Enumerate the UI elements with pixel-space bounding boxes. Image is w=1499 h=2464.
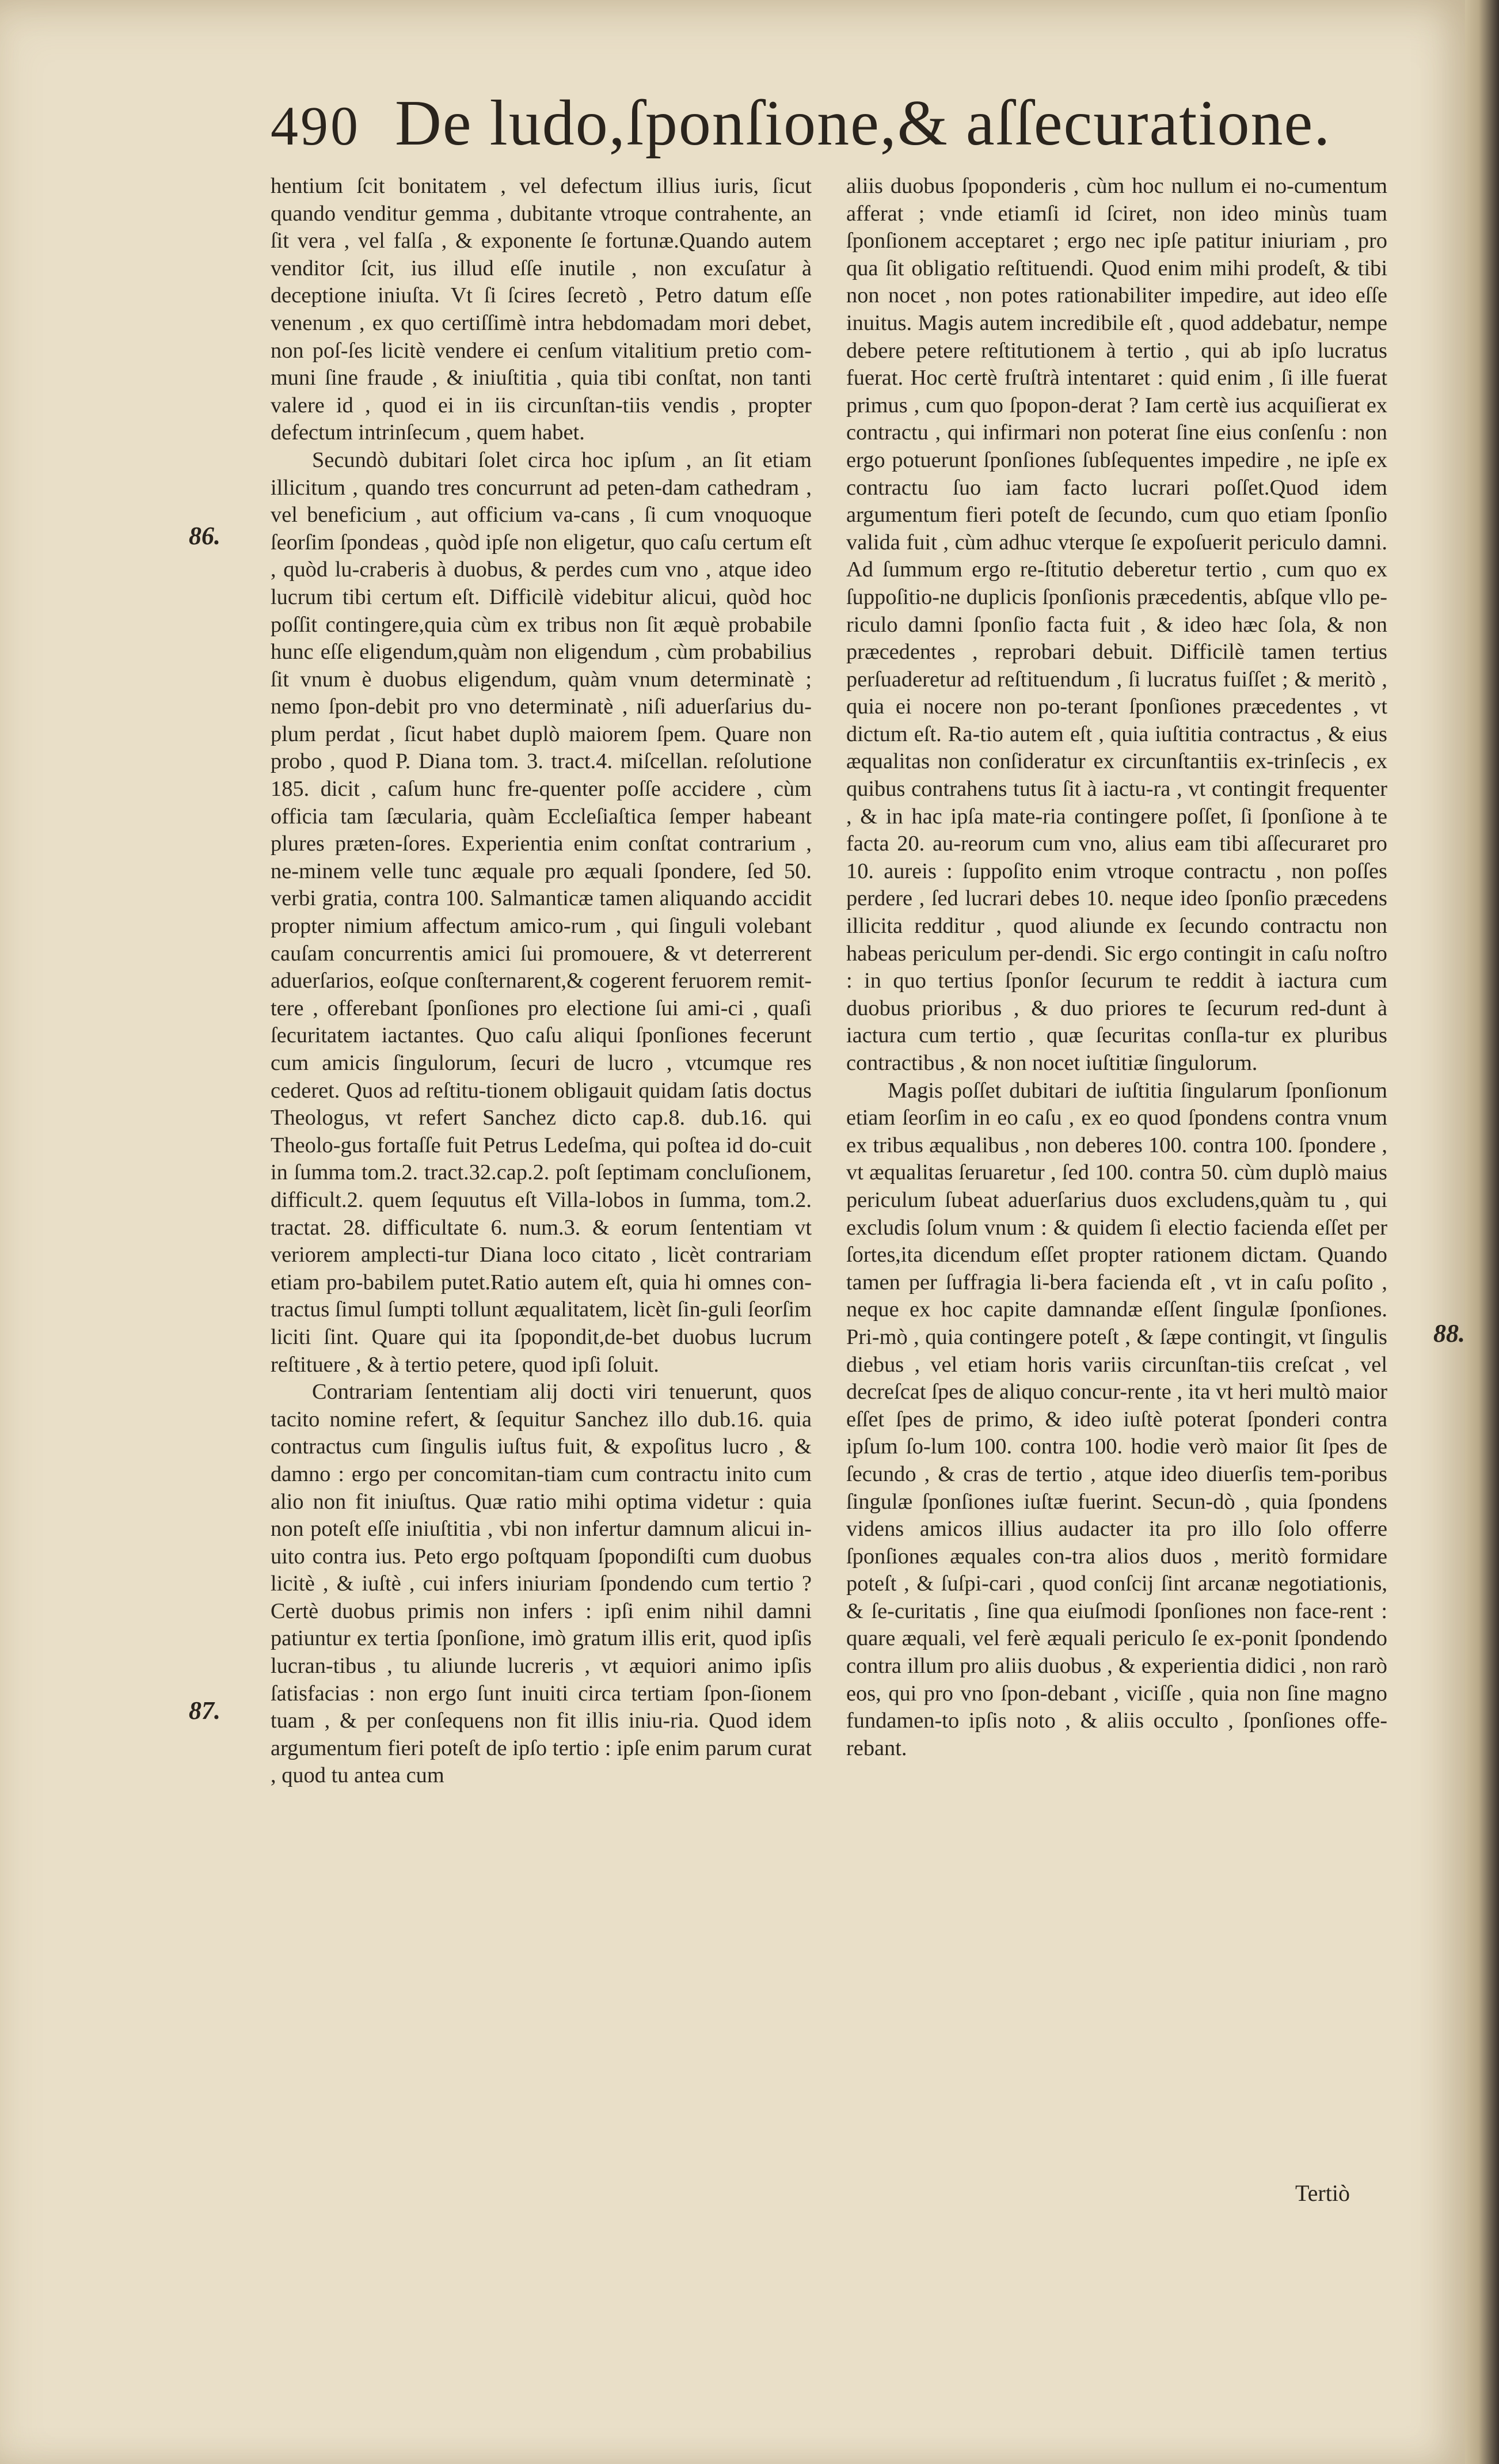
margin-number: 87. xyxy=(189,1696,220,1725)
right-column xyxy=(846,173,1387,1762)
page-edge xyxy=(1465,0,1499,2464)
paragraph: hentium ſcit bonitatem , vel defectum illius iuris, ſicut quando venditur gemma , dubitante vtroque contrahente, an ſit vera , vel falſa , & exponente ſe fortunæ.Quando autem venditor ſcit, ius illud eſſe inutile , non excuſatur à deceptione iniuſta. Vt ſi ſcires ſecretò , Petro datum eſſe venenum , ex quo certiſſimè intra hebdomadam mori debet, non poſ-ſes licitè vendere ei cenſum vitalitium pretio com-muni ſine fraude , & iniuſtitia , quia tibi conſtat, non tanti valere id , quod ei in iis circunſtan-tiis vendis , propter defectum intrinſecum , quem habet. xyxy=(271,174,812,445)
margin-number: 86. xyxy=(189,522,220,550)
paragraph: Magis poſſet dubitari de iuſtitia ſingularum ſponſionum etiam ſeorſim in eo caſu , ex eo quod ſpondens contra vnum ex tribus æqualibus , non deberes 100. contra 100. ſpondere , vt æqualitas ſeruaretur , ſed 100. contra 50. cùm duplò maius periculum ſubeat aduerſarius duos excludens,quàm tu , qui excludis ſolum vnum : & quidem ſi electio facienda eſſet per ſortes,ita dicendum eſſet propter rationem dictam. Quando tamen per ſuffragia li-bera facienda eſt , vt in caſu poſito , neque ex hoc capite damnandæ eſſent ſingulæ ſponſiones. Pri-mò , quia contingere poteſt , & ſæpe contingit, vt ſingulis diebus , vel etiam horis variis circunſtan-tiis creſcat , vel decreſcat ſpes de aliquo concur-rente , ita vt heri multò maior eſſet ſpes de primo, & ideo iuſtè poterat ſponderi contra ipſum ſo-lum 100. contra 100. hodie verò maior ſit ſpes de ſecundo , & cras de tertio , atque ideo diuerſis tem-poribus ſingulæ ſponſiones iuſtæ fuerint. Secun-dò , quia ſpondens videns amicos illius audacter ita pro illo ſolo offerre ſponſiones æquales con-tra alios duos , meritò formidare poteſt , & ſuſpi-cari , quod conſcij ſint arcanæ negotiationis, & ſe-curitatis , ſine qua eiuſmodi ſponſiones non face-rent : quare æquali, vel ferè æquali periculo ſe ex-ponit ſpondendo contra illum pro aliis duobus , & experientia didici , non rarò eos, qui pro vno ſpon-debant , viciſſe , quia non ſine magno fundamen-to ipſis noto , & aliis occulto , ſponſiones offe-rebant. xyxy=(846,1078,1387,1760)
page-header xyxy=(271,86,1410,161)
running-title: De ludo,ſponſione,& aſſecuratione. xyxy=(395,88,1331,159)
paragraph: Secundò dubitari ſolet circa hoc ipſum , an ſit etiam illicitum , quando tres concurrunt ad peten-dam cathedram , vel beneficium , aut officium va-cans , ſi cum vnoquoque ſeorſim ſpondeas , quòd ipſe non eligetur, quo caſu certum eſt , quòd lu-craberis à duobus, & perdes cum vno , atque ideo lucrum tibi certum eſt. Difficilè videbitur alicui, quòd hoc poſſit contingere,quia cùm ex tribus non ſit æquè probabile hunc eſſe eligendum,quàm non eligendum , cùm probabilius ſit vnum è duobus eligendum, quàm vnum determinatè ; nemo ſpon-debit pro vno determinatè , niſi aduerſarius du-plum perdat , ſicut habet duplò maiorem ſpem. Quare non probo , quod P. Diana tom. 3. tract.4. miſcellan. reſolutione 185. dicit , caſum hunc fre-quenter poſſe accidere , cùm officia tam ſæcularia, quàm Eccleſiaſtica ſemper habeant plures præten-ſores. Experientia enim conſtat contrarium , ne-minem velle tunc æquale pro æquali ſpondere, ſed 50. verbi gratia, contra 100. Salmanticæ tamen aliquando accidit propter nimium affectum amico-rum , qui ſinguli volebant cauſam concurrentis amici ſui promouere, & vt deterrerent aduerſarios, eoſque conſternarent,& cogerent feruorem remit-tere , offerebant ſponſiones pro electione ſui ami-ci , quaſi ſecuritatem iactantes. Quo caſu aliqui ſponſiones fecerunt cum amicis ſingulorum, ſecuri de lucro , vtcumque res cederet. Quos ad reſtitu-tionem obligauit quidam ſatis doctus Theologus, vt refert Sanchez dicto cap.8. dub.16. qui Theolo-gus fortaſſe fuit Petrus Ledeſma, qui poſtea id do-cuit in ſumma tom.2. tract.32.cap.2. poſt ſeptimam concluſionem, difficult.2. quem ſequutus eſt Villa-lobos in ſumma, tom.2. tractat. 28. difficultate 6. num.3. & eorum ſententiam vt veriorem amplecti-tur Diana loco citato , licèt contrariam etiam pro-babilem putet.Ratio autem eſt, quia hi omnes con-tractus ſimul ſumpti tollunt æqualitatem, licèt ſin-guli ſeorſim liciti ſint. Quare qui ita ſpopondit,de-bet duobus lucrum reſtituere , & à tertio petere, quod ipſi ſoluit. xyxy=(271,447,812,1377)
paragraph: Contrariam ſententiam alij docti viri tenuerunt, quos tacito nomine refert, & ſequitur Sanchez illo dub.16. quia contractus cum ſingulis iuſtus fuit, & expoſitus lucro , & damno : ergo per concomitan-tiam cum contractu inito cum alio non fit iniuſtus. Quæ ratio mihi optima videtur : quia non poteſt eſſe iniuſtitia , vbi non infertur damnum alicui in-uito contra ius. Peto ergo poſtquam ſpopondiſti cum duobus licitè , & iuſtè , cui infers iniuriam ſpondendo cum tertio ? Certè duobus primis non infers : ipſi enim nihil damni patiuntur ex tertia ſponſione, imò gratum illis erit, quod ipſis lucran-tibus , tu aliunde lucreris , vt æquiori animo ipſis ſatisfacias : non ergo ſunt inuiti circa tertiam ſpon-ſionem tuam , & per conſequens non fit illis iniu-ria. Quod idem argumentum fieri poteſt de ipſo tertio : ipſe enim parum curat , quod tu antea cum xyxy=(271,1380,812,1788)
catchword: Tertiò xyxy=(1295,2180,1350,2206)
paragraph: aliis duobus ſpoponderis , cùm hoc nullum ei no-cumentum afferat ; vnde etiamſi id ſciret, non ideo minùs tuam ſponſionem acceptaret ; ergo nec ipſe patitur iniuriam , pro qua ſit obligatio reſtituendi. Quod enim mihi prodeſt, & tibi non nocet , non potes rationabiliter impedire, aut ideo eſſe inuitus. Magis autem incredibile eſt , quod addebatur, nempe debere petere reſtitutionem à tertio , qui ab ipſo lucratus fuerat. Hoc certè fruſtrà intentaret : quid enim , ſi ille fuerat primus , cum quo ſpopon-derat ? Iam certè ius acquiſierat ex contractu , qui infirmari non poterat ſine eius conſenſu : non ergo potuerunt ſponſiones ſubſequentes impedire , ne ipſe ex contractu ſuo iam facto lucrari poſſet.Quod idem argumentum fieri poteſt de ſecundo, cum quo etiam ſponſio valida fuit , cùm adhuc vterque ſe expoſuerit periculo damni. Ad ſummum ergo re-ſtitutio deberetur tertio , cum quo ex ſuppoſitio-ne duplicis ſponſionis præcedentis, abſque vllo pe-riculo damni ſponſio facta fuit , & ideo hæc ſola, & non præcedentes , reprobari debuit. Difficilè tamen tertius perſuaderetur ad reſtituendum , ſi lucratus fuiſſet ; & meritò , quia ei nocere non po-terant ſponſiones præcedentes , vt dictum eſt. Ra-tio autem eſt , quia iuſtitia contractus , & eius æqualitas non conſideratur ex circunſtantiis ex-trinſecis , ex quibus contrahens tutus ſit à iactu-ra , vt contingit frequenter , & in hac ipſa mate-ria contingere poſſet, ſi ſponſione à te facta 20. au-reorum cum vno, alius eam tibi aſſecuraret pro 10. aureis : ſuppoſito enim vtroque contractu , non poſſes perdere , ſed lucrari debes 10. neque ideo ſponſio præcedens illicita redditur , quod aliunde ex ſecundo contractu non habeas periculum per-dendi. Sic ergo contingit in caſu noſtro : in quo tertius ſponſor ſecurum te reddit à iactura cum duobus prioribus , & duo priores te ſecurum red-dunt à iactura cum tertio , quæ ſecuritas conſla-tur ex pluribus contractibus , & non nocet iuſtitiæ ſingulorum. xyxy=(846,174,1387,1075)
page-number: 490 xyxy=(271,95,360,157)
left-column xyxy=(271,173,812,1790)
margin-number: 88. xyxy=(1433,1319,1465,1347)
